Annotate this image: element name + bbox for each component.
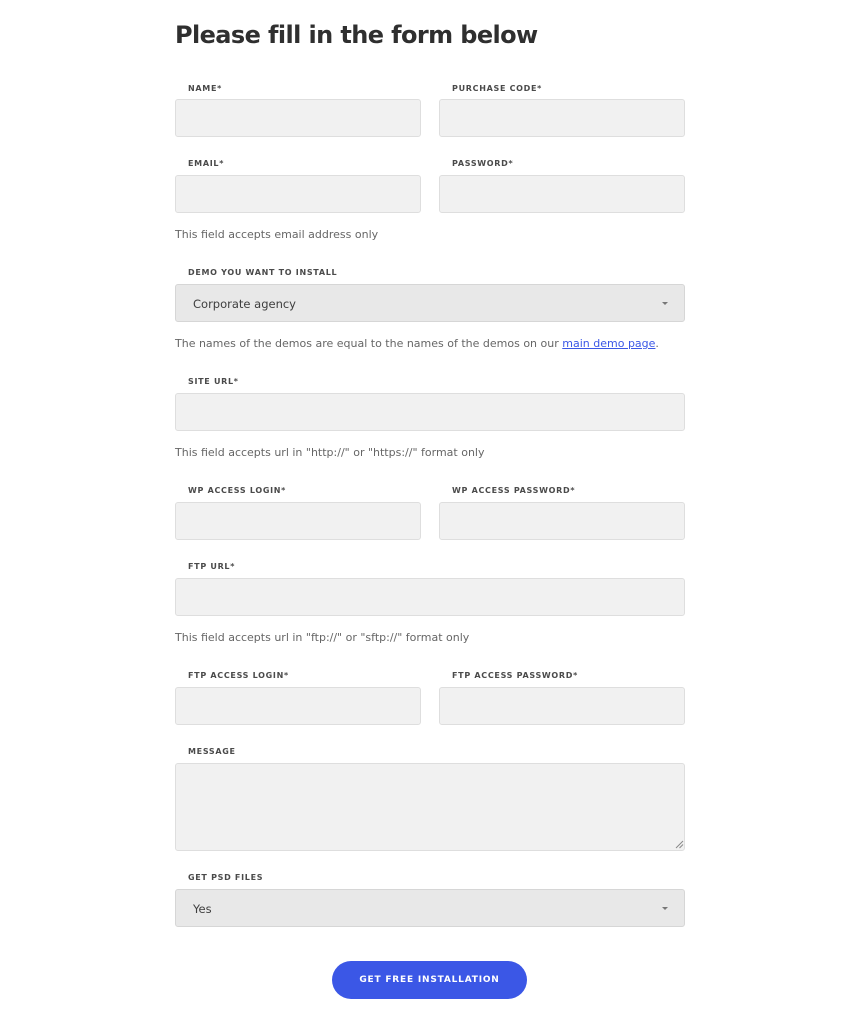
site-url-help-text: This field accepts url in "http://" or "https://" format only (175, 446, 485, 459)
ftp-login-label: FTP ACCESS LOGIN* (188, 671, 289, 680)
caret-down-icon (662, 302, 668, 305)
get-free-installation-button[interactable]: GET FREE INSTALLATION (332, 961, 527, 999)
demo-label: DEMO YOU WANT TO INSTALL (188, 268, 338, 277)
demo-select-value: Corporate agency (193, 297, 296, 311)
wp-password-label: WP ACCESS PASSWORD* (452, 486, 576, 495)
main-demo-page-link[interactable]: main demo page (562, 337, 656, 350)
message-textarea[interactable] (175, 763, 685, 851)
caret-down-icon (662, 907, 668, 910)
site-url-label: SITE URL* (188, 377, 239, 386)
purchase-code-label: PURCHASE CODE* (452, 84, 543, 93)
password-label: PASSWORD* (452, 159, 514, 168)
site-url-input[interactable] (175, 393, 685, 431)
demo-help-suffix: . (655, 337, 659, 350)
ftp-login-input[interactable] (175, 687, 421, 725)
psd-select-value: Yes (193, 902, 212, 916)
ftp-url-input[interactable] (175, 578, 685, 616)
ftp-password-input[interactable] (439, 687, 685, 725)
email-help-text: This field accepts email address only (175, 228, 379, 241)
name-label: NAME* (188, 84, 222, 93)
psd-label: GET PSD FILES (188, 873, 264, 882)
email-label: EMAIL* (188, 159, 225, 168)
demo-help-prefix: The names of the demos are equal to the names of the demos on our (175, 337, 563, 350)
password-input[interactable] (439, 175, 685, 213)
wp-login-input[interactable] (175, 502, 421, 540)
psd-select[interactable] (175, 889, 685, 927)
demo-help-text (175, 336, 659, 352)
ftp-password-label: FTP ACCESS PASSWORD* (452, 671, 579, 680)
email-input[interactable] (175, 175, 421, 213)
ftp-url-label: FTP URL* (188, 562, 236, 571)
demo-select[interactable] (175, 284, 685, 322)
page-title: Please fill in the form below (175, 21, 538, 49)
message-label: MESSAGE (188, 747, 236, 756)
ftp-url-help-text: This field accepts url in "ftp://" or "sftp://" format only (175, 631, 470, 644)
resize-grip-icon[interactable] (675, 840, 684, 849)
name-input[interactable] (175, 99, 421, 137)
wp-login-label: WP ACCESS LOGIN* (188, 486, 287, 495)
purchase-code-input[interactable] (439, 99, 685, 137)
wp-password-input[interactable] (439, 502, 685, 540)
